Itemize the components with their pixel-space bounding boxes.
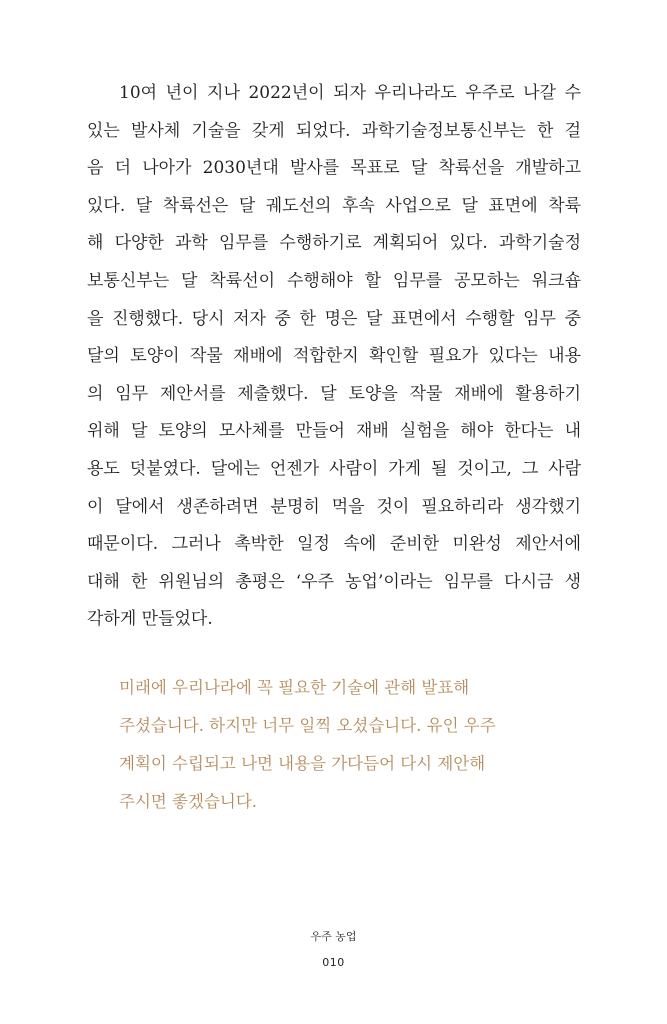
quote-line: 미래에 우리나라에 꼭 필요한 기술에 관해 발표해 bbox=[119, 678, 470, 697]
body-line: 용도 덧붙였다. 달에는 언젠가 사람이 가게 될 것이고, 그 사람 bbox=[87, 458, 581, 479]
body-line: 의 임무 제안서를 제출했다. 달 토양을 작물 재배에 활용하기 bbox=[87, 383, 581, 404]
body-line: 달의 토양이 작물 재배에 적합한지 확인할 필요가 있다는 내용 bbox=[87, 346, 581, 367]
body-line: 음 더 나아가 2030년대 발사를 목표로 달 착륙선을 개발하고 bbox=[87, 158, 581, 179]
quote-line: 주셨습니다. 하지만 너무 일찍 오셨습니다. 유인 우주 bbox=[119, 716, 496, 735]
page-number: 010 bbox=[322, 956, 345, 969]
body-line: 있다. 달 착륙선은 달 궤도선의 후속 사업으로 달 표면에 착륙 bbox=[87, 195, 581, 216]
body-line: 해 다양한 과학 임무를 수행하기로 계획되어 있다. 과학기술정 bbox=[87, 233, 581, 254]
body-line: 을 진행했다. 당시 저자 중 한 명은 달 표면에서 수행할 임무 중 bbox=[87, 308, 581, 329]
block-quote bbox=[119, 680, 539, 832]
quote-line: 주시면 좋겠습니다. bbox=[119, 792, 258, 811]
running-footer-title: 우주 농업 bbox=[310, 930, 357, 943]
body-line: 있는 발사체 기술을 갖게 되었다. 과학기술정보통신부는 한 걸 bbox=[87, 120, 581, 141]
body-line: 위해 달 토양의 모사체를 만들어 재배 실험을 해야 한다는 내 bbox=[87, 421, 581, 442]
body-line: 때문이다. 그러나 촉박한 일정 속에 준비한 미완성 제안서에 bbox=[87, 534, 581, 555]
body-line: 10여 년이 지나 2022년이 되자 우리나라도 우주로 나갈 수 bbox=[119, 83, 581, 103]
quote-line: 계획이 수립되고 나면 내용을 가다듬어 다시 제안해 bbox=[119, 754, 486, 773]
body-line: 이 달에서 생존하려면 분명히 먹을 것이 필요하리라 생각했기 bbox=[87, 496, 581, 517]
body-line: 대해 한 위원님의 총평은 ‘우주 농업’이라는 임무를 다시금 생 bbox=[87, 571, 581, 592]
body-line: 각하게 만들었다. bbox=[87, 609, 213, 630]
body-line: 보통신부는 달 착륙선이 수행해야 할 임무를 공모하는 워크숍 bbox=[87, 270, 581, 291]
body-paragraph bbox=[87, 85, 581, 649]
